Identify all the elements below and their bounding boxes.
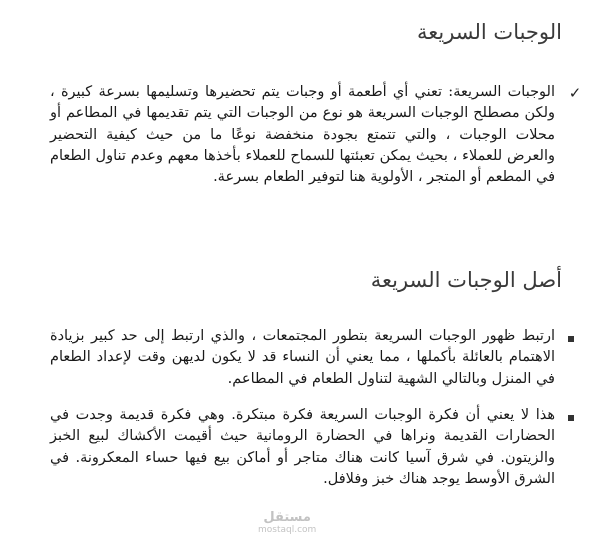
watermark-logo: مستقل <box>263 510 311 525</box>
section-heading-fast-food: الوجبات السريعة <box>416 20 562 44</box>
watermark-site: mostaql.com <box>258 525 317 535</box>
checkmark-icon: ✓ <box>568 84 582 102</box>
watermark <box>258 510 316 535</box>
square-bullet-icon <box>564 331 578 346</box>
square-bullet-icon <box>564 410 578 425</box>
definition-paragraph: الوجبات السريعة: تعني أي أطعمة أو وجبات يتم تحضيرها وتسليمها بسرعة كبيرة ، ولكن مصطلح الوجبات السريعة هو نوع من الوجبات التي يتم تقديمها في المطاعم أو محلات الوجبات ، والتي تتمتع بجودة منخفضة نوعًا ما من حيث كيفية التحضير والعرض للعملاء ، بحيث يمكن تعبئتها للسماح للعملاء بأخذها معهم وعدم تناول الطعام في المطعم أو المتجر ، الأولوية هنا لتوفير الطعام بسرعة. <box>50 84 555 186</box>
bullet-paragraph-2: هذا لا يعني أن فكرة الوجبات السريعة فكرة مبتكرة. وهي فكرة قديمة وجدت في الحضارات القديمة ونراها في الحضارة الرومانية حيث أقيمت الأكشاك لبيع الخبز والزيتون. في شرق آسيا كانت هناك متاجر أو أماكن بيع فيها حساء المعكرونة. في الشرق الأوسط يوجد هناك خبز وفلافل. <box>50 407 555 487</box>
section-heading-origin: أصل الوجبات السريعة <box>370 268 562 292</box>
bullet-paragraph-1: ارتبط ظهور الوجبات السريعة بتطور المجتمعات ، والذي ارتبط إلى حد كبير بزيادة الاهتمام بالعائلة بأكملها ، مما يعني أن النساء قد لا يكون لديهن وقت لإعداد الطعام في المنزل وبالتالي الشهية لتناول الطعام في المطاعم. <box>50 328 555 387</box>
